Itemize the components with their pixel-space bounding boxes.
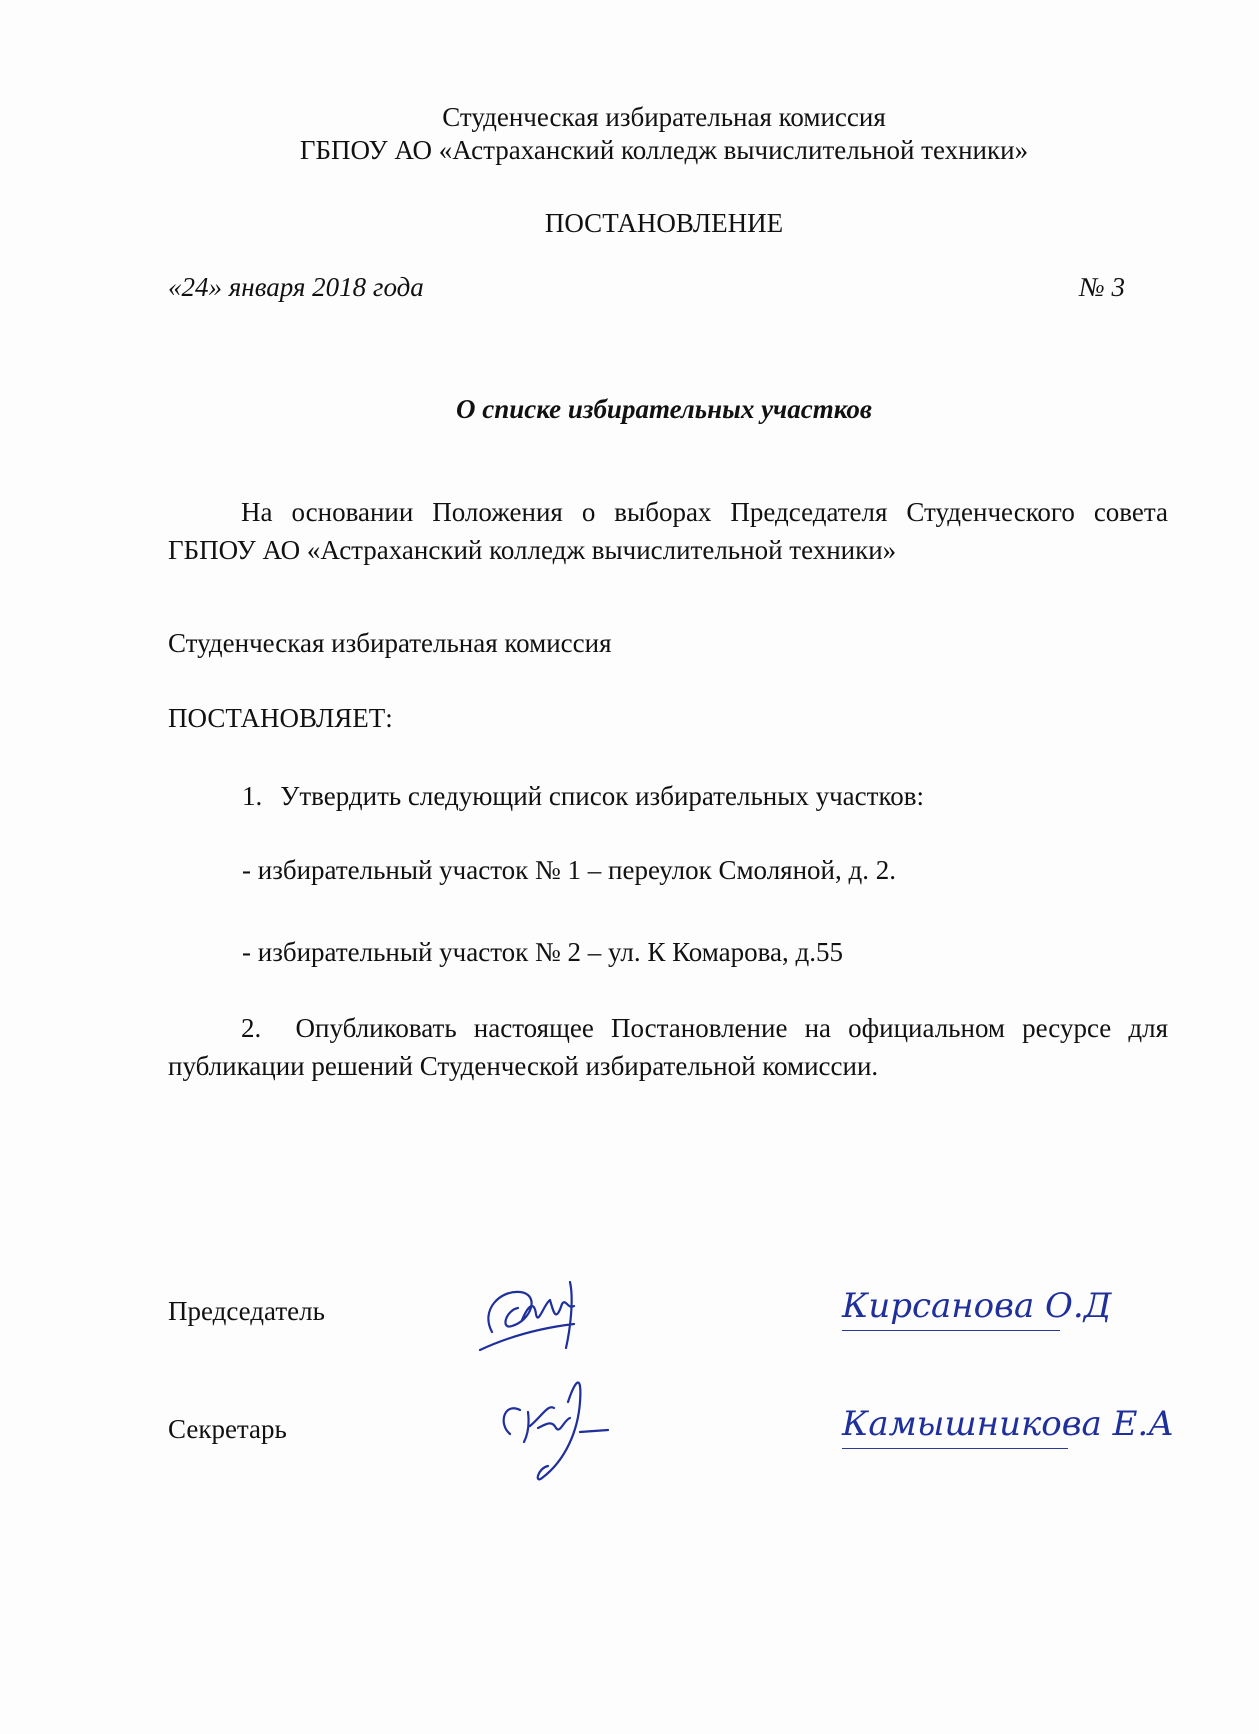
document-number: № 3 [1079, 272, 1125, 302]
chairman-role: Председатель [168, 1296, 325, 1326]
issuing-body: Студенческая избирательная комиссия [168, 628, 612, 658]
resolves-heading: ПОСТАНОВЛЯЕТ: [168, 703, 393, 733]
polling-station-1: - избирательный участок № 1 – переулок Смоляной, д. 2. [242, 855, 896, 885]
item-1-text: Утвердить следующий список избирательных участков: [280, 781, 924, 811]
document-subject: О списке избирательных участков [456, 394, 872, 424]
document-type: ПОСТАНОВЛЕНИЕ [544, 208, 784, 238]
chairman-signature [470, 1270, 590, 1360]
item-2-text: Опубликовать настоящее Постановление на официальном ресурсе для публикации решений Студенческой избирательной комиссии. [168, 1013, 1169, 1081]
item-1-number: 1. [242, 781, 263, 811]
chairman-name-handwritten: Кирсанова О.Д [842, 1286, 1112, 1326]
header-line-2: ГБПОУ АО «Астраханский колледж вычислительной техники» [299, 135, 1029, 165]
item-2 [168, 1009, 1168, 1085]
basis-text: На основании Положения о выборах Председателя Студенческого совета ГБПОУ АО «Астраханский колледж вычислительной техники» [168, 497, 1168, 565]
chairman-underline [842, 1330, 1060, 1331]
item-1 [242, 779, 924, 813]
basis-paragraph [168, 493, 1168, 569]
item-2-number: 2. [241, 1013, 262, 1043]
secretary-name-handwritten: Камышникова Е.А [842, 1404, 1174, 1444]
polling-station-2: - избирательный участок № 2 – ул. К Комарова, д.55 [242, 937, 844, 967]
header-line-1: Студенческая избирательная комиссия [442, 102, 886, 132]
secretary-underline [842, 1448, 1068, 1449]
document-date: «24» января 2018 года [168, 272, 424, 302]
secretary-role: Секретарь [168, 1414, 287, 1444]
secretary-signature [490, 1372, 630, 1492]
